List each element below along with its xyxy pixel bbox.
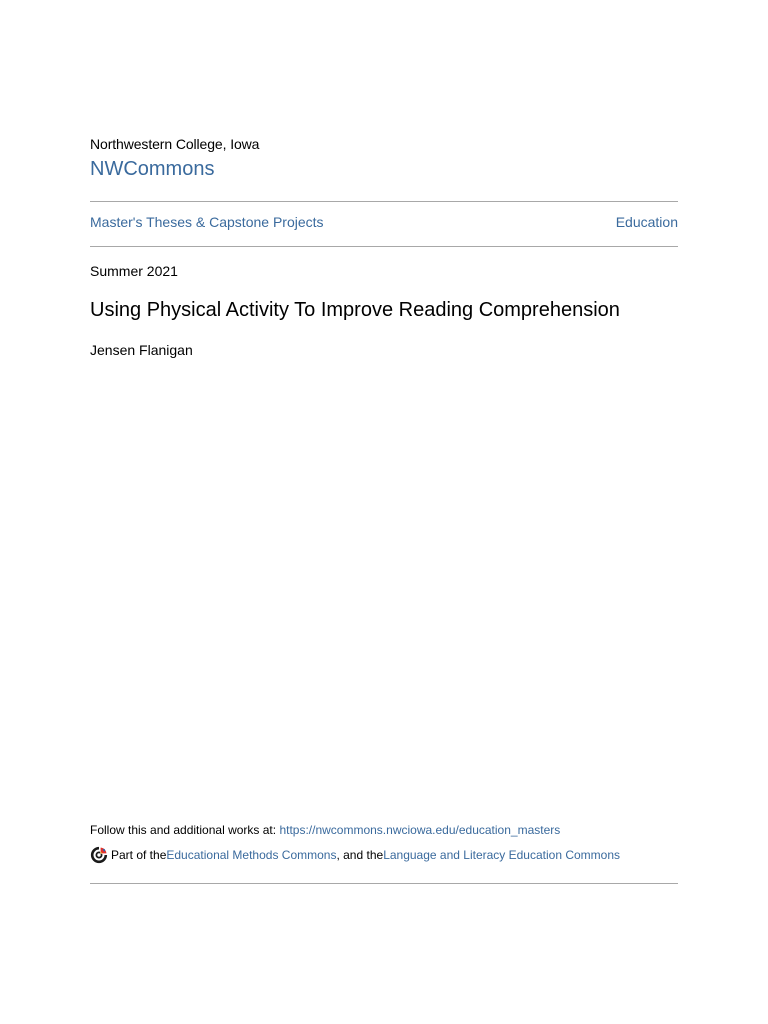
language-literacy-commons-link[interactable]: Language and Literacy Education Commons <box>383 848 621 862</box>
institution-name: Northwestern College, Iowa <box>90 136 260 152</box>
part-of-line <box>90 846 620 864</box>
follow-prefix: Follow this and additional works at: <box>90 823 280 837</box>
repository-link[interactable]: NWCommons <box>90 158 215 180</box>
part-of-conjunction: , and the <box>336 848 384 862</box>
follow-url-link[interactable]: https://nwcommons.nwciowa.edu/education_masters <box>279 823 561 837</box>
collection-link[interactable]: Master's Theses & Capstone Projects <box>90 214 324 230</box>
paper-title: Using Physical Activity To Improve Reading Comprehension <box>90 299 620 321</box>
footer-divider <box>90 883 678 884</box>
publication-date: Summer 2021 <box>90 263 178 279</box>
paper-author: Jensen Flanigan <box>90 342 193 358</box>
header-divider-top <box>90 201 678 202</box>
part-of-prefix: Part of the <box>111 848 167 862</box>
follow-line <box>90 823 560 837</box>
educational-methods-commons-link[interactable]: Educational Methods Commons <box>166 848 337 862</box>
header-divider-bottom <box>90 246 678 247</box>
department-link[interactable]: Education <box>615 214 678 230</box>
network-commons-icon <box>90 846 108 864</box>
